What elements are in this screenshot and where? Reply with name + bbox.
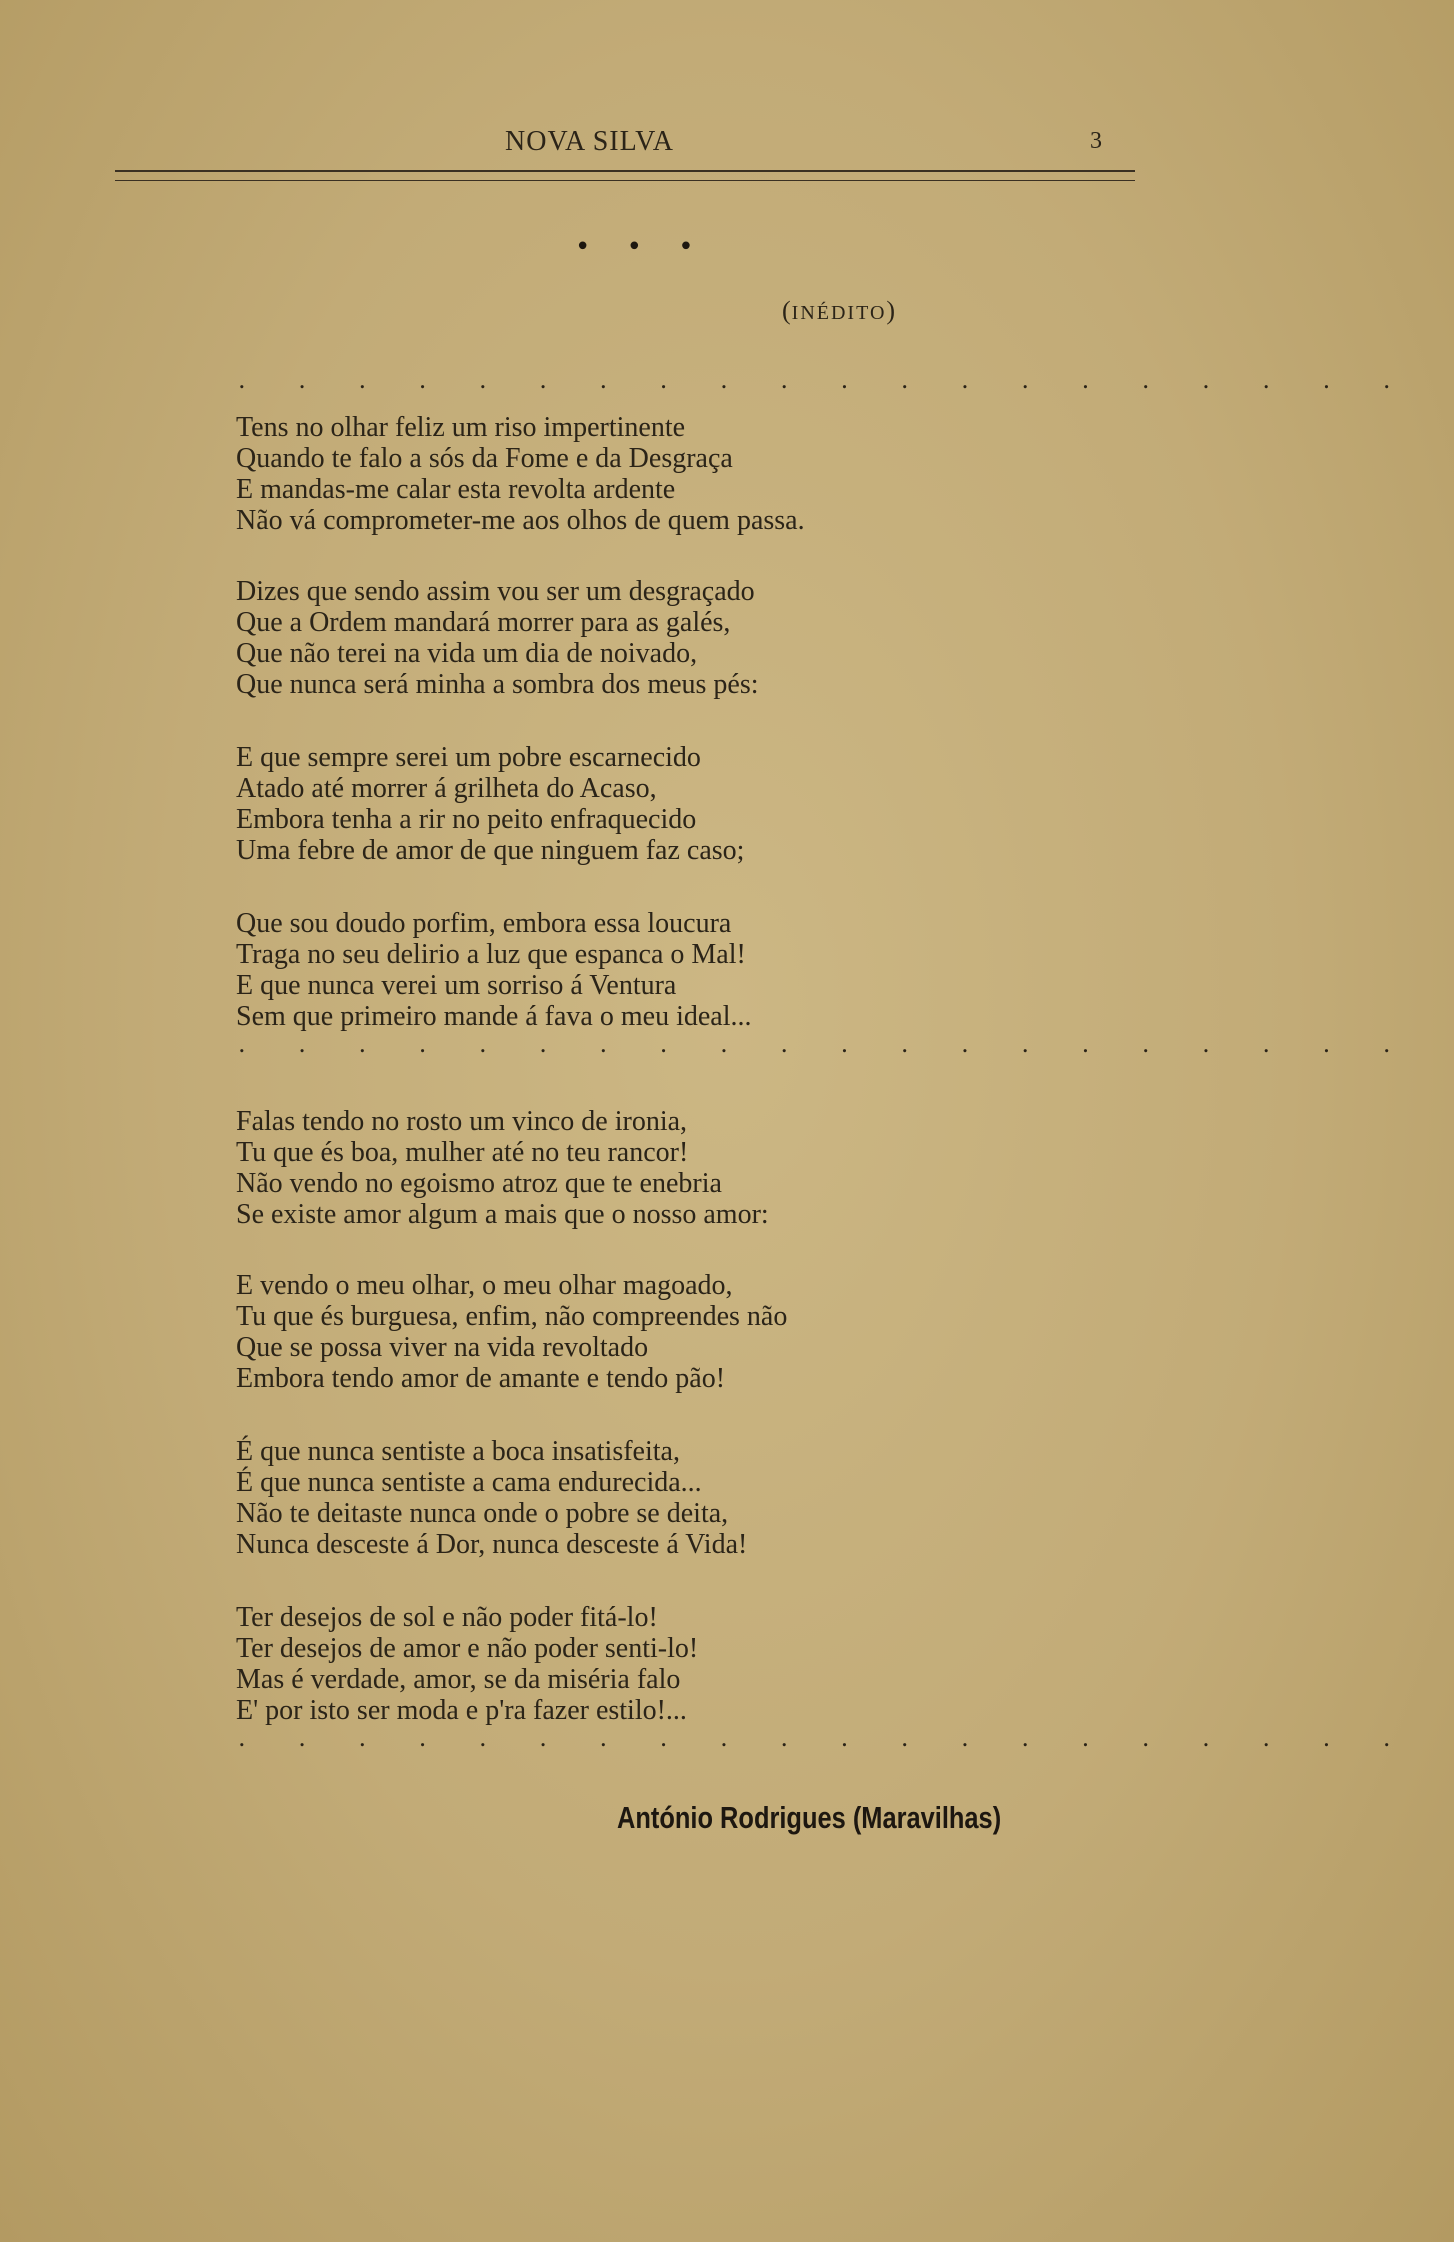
subtitle-close-paren: ) — [886, 296, 897, 325]
verse-line: Ter desejos de sol e não poder fitá-lo! — [236, 1602, 658, 1633]
page-number: 3 — [1090, 128, 1102, 154]
ornament: • • • — [575, 232, 708, 262]
stanza-6 — [236, 1270, 787, 1394]
verse-line: É que nunca sentiste a boca insatisfeita, — [236, 1436, 680, 1467]
verse-line: E que sempre serei um pobre escarnecido — [236, 742, 701, 773]
verse-line: E vendo o meu olhar, o meu olhar magoado, — [236, 1270, 733, 1301]
verse-line: Tens no olhar feliz um riso impertinente — [236, 412, 686, 443]
verse-line: Tu que és burguesa, enfim, não compreendes não — [236, 1301, 788, 1332]
page-header — [115, 124, 1135, 164]
verse-line: E que nunca verei um sorriso á Ventura — [236, 970, 677, 1001]
verse-line: Que nunca será minha a sombra dos meus pés: — [236, 669, 759, 700]
subtitle-open-paren: ( — [782, 296, 792, 325]
verse-line: Não vá comprometer-me aos olhos de quem passa. — [236, 505, 805, 536]
verse-line: E mandas-me calar esta revolta ardente — [236, 474, 676, 505]
stanza-3 — [236, 742, 744, 866]
header-rule — [115, 170, 1135, 181]
verse-line: Mas é verdade, amor, se da miséria falo — [236, 1664, 681, 1695]
verse-line: Não vendo no egoismo atroz que te enebria — [236, 1168, 722, 1199]
verse-line: Uma febre de amor de que ninguem faz caso; — [236, 835, 745, 866]
stanza-8 — [236, 1602, 698, 1726]
verse-line: Atado até morrer á grilheta do Acaso, — [236, 773, 657, 804]
verse-line: Embora tendo amor de amante e tendo pão! — [236, 1363, 726, 1394]
verse-line: Tu que és boa, mulher até no teu rancor! — [236, 1137, 689, 1168]
verse-line: E' por isto ser moda e p'ra fazer estilo!... — [236, 1695, 687, 1726]
verse-line: Que a Ordem mandará morrer para as galés, — [236, 607, 731, 638]
stanza-5 — [236, 1106, 769, 1230]
ellipsis-line-top: . . . . . . . . . . . . . . . . . . . . — [238, 366, 1414, 394]
stanza-2 — [236, 576, 759, 700]
ellipsis-line-middle: . . . . . . . . . . . . . . . . . . . . — [238, 1030, 1414, 1058]
verse-line: Traga no seu delirio a luz que espanca o Mal! — [236, 939, 746, 970]
subtitle-label: INÉDITO — [791, 302, 887, 324]
stanza-4 — [236, 908, 751, 1032]
verse-line: Quando te falo a sós da Fome e da Desgraça — [236, 443, 733, 474]
verse-line: Que se possa viver na vida revoltado — [236, 1332, 649, 1363]
stanza-7 — [236, 1436, 747, 1560]
verse-line: Que sou doudo porfim, embora essa loucura — [236, 908, 732, 939]
verse-line: Dizes que sendo assim vou ser um desgraçado — [236, 576, 755, 607]
verse-line: É que nunca sentiste a cama endurecida... — [236, 1467, 702, 1498]
ellipsis-line-bottom: . . . . . . . . . . . . . . . . . . . . — [238, 1724, 1414, 1752]
author-signature: António Rodrigues (Maravilhas) — [617, 1800, 1002, 1835]
journal-title: NOVA SILVA — [505, 126, 674, 157]
poem-subtitle — [782, 296, 896, 326]
verse-line: Não te deitaste nunca onde o pobre se deita, — [236, 1498, 729, 1529]
verse-line: Embora tenha a rir no peito enfraquecido — [236, 804, 697, 835]
verse-line: Falas tendo no rosto um vinco de ironia, — [236, 1106, 688, 1137]
stanza-1 — [236, 412, 805, 536]
verse-line: Se existe amor algum a mais que o nosso amor: — [236, 1199, 769, 1230]
verse-line: Sem que primeiro mande á fava o meu ideal... — [236, 1001, 752, 1032]
verse-line: Que não terei na vida um dia de noivado, — [236, 638, 698, 669]
verse-line: Nunca desceste á Dor, nunca desceste á Vida! — [236, 1529, 748, 1560]
verse-line: Ter desejos de amor e não poder senti-lo! — [236, 1633, 699, 1664]
